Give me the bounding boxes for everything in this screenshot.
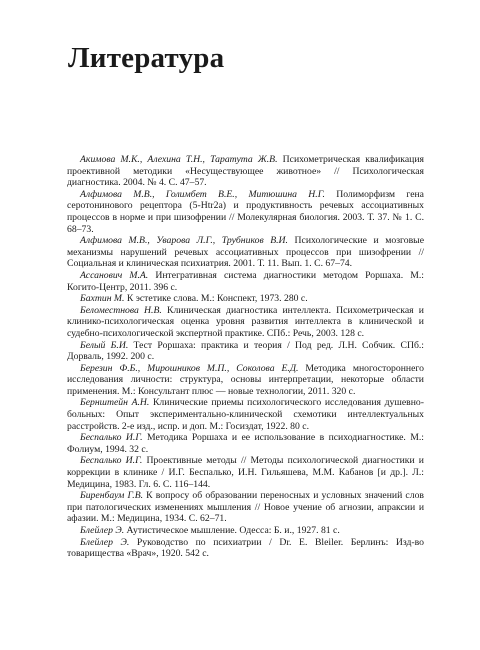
reference-authors: Ассанович М.А. [80,269,149,281]
reference-authors: Алфимова М.В., Уварова Л.Г., Трубников В.И. [80,235,288,247]
reference-text: К эстетике слова. М.: Конспект, 1973. 280 с. [124,293,308,305]
reference-text: Психометрическая квалификация проективной методики «Несуществующее животное» // Психологическая диагностика. 2004. № 4. С. 47–57. [67,154,424,189]
reference-authors: Алфимова М.В., Голимбет В.Е., Митюшина Н.Г. [80,188,325,200]
reference-item [67,432,424,455]
reference-text: Руководство по психиатрии / Dr. E. Bleiler. Берлинъ: Изд-во товарищества «Врач», 1920. 542 с. [67,536,424,560]
reference-text: Тест Роршаха: практика и теория / Под ред. Л.Н. Собчик. СПб.: Дорваль, 1992. 200 с. [67,339,424,363]
reference-text: Методика многостороннего исследования личности: структура, основы интерпретации, некоторые области применения. М.: Консультант плюс — новые технологии, 2011. 320 с. [67,362,424,397]
reference-item [67,235,424,270]
reference-item [67,270,424,293]
reference-text: Полиморфизм гена серотонинового рецептора (5-Htr2a) и продуктивность речевых ассоциативных процессов в норме и при шизофрении // Молекулярная биология. 2003. Т. 37. № 1. С. 68–73. [67,188,424,235]
reference-text: Клиническая диагностика интеллекта. Психометрическая и клинико-психологическая оценка уровня развития интеллекта в клинической и судебно-психологической экспертной практике. СПб.: Речь, 2003. 128 с. [67,304,424,339]
reference-text: Аутистическое мышление. Одесса: Б. и., 1927. 81 с. [124,525,340,536]
page-title: Литература [68,42,225,74]
reference-item [67,293,424,305]
reference-item [67,305,424,340]
reference-text: Методика Роршаха и ее использование в психодиагностике. М.: Фолиум, 1994. 32 с. [67,432,424,455]
reference-item [67,363,424,398]
reference-item [67,397,424,432]
reference-text: Интегративная система диагностики методом Роршаха. М.: Когито-Центр, 2011. 396 с. [67,269,424,293]
reference-authors: Акимова М.К., Алехина Т.Н., Таратута Ж.В. [80,154,278,165]
reference-item [67,154,424,189]
reference-text: К вопросу об образовании переносных и условных значений слов при патологических изменениях мышления // Новое учение об агнозии, апраксии и афазии. М.: Медицина, 1934. С. 62–71. [67,490,424,525]
reference-list [67,154,424,560]
reference-text: Клинические приемы психологического исследования душевно-больных: Опыт экспериментально-клинической схемотики интеллектуальных расстройств. 2-е изд., испр. и доп. М.: Госиздат, 1922. 80 с. [67,397,424,432]
reference-item [67,340,424,363]
reference-item [67,537,424,560]
reference-authors: Блейлер Э. [80,536,130,548]
reference-authors: Блейлер Э. [80,525,125,536]
reference-authors: Беломестнова Н.В. [80,304,162,316]
reference-text: Проективные методы // Методы психологической диагностики и коррекции в клинике / И.Г. Беспалько, И.Н. Гильяшева, М.М. Кабанов [и др.]. Л.: Медицина, 1983. Гл. 6. С. 116–144. [67,455,424,490]
reference-authors: Биренбаум Г.В. [80,490,144,502]
reference-item [67,189,424,235]
reference-authors: Белый Б.И. [80,339,129,351]
reference-item [67,525,424,537]
reference-authors: Беспалько И.Г. [80,455,143,467]
reference-authors: Бернштейн А.Н. [80,397,150,409]
reference-item [67,455,424,490]
reference-item [67,490,424,525]
reference-authors: Березин Ф.Б., Мирошников М.П., Соколова Е.Д. [80,362,299,374]
reference-authors: Беспалько И.Г. [80,432,143,444]
reference-text: Психологические и мозговые механизмы нарушений речевых ассоциативных процессов при шизофрении // Социальная и клиническая психиатрия. 2001. Т. 11. Вып. 1. С. 67–74. [67,235,424,270]
reference-authors: Бахтин М. [80,293,125,305]
